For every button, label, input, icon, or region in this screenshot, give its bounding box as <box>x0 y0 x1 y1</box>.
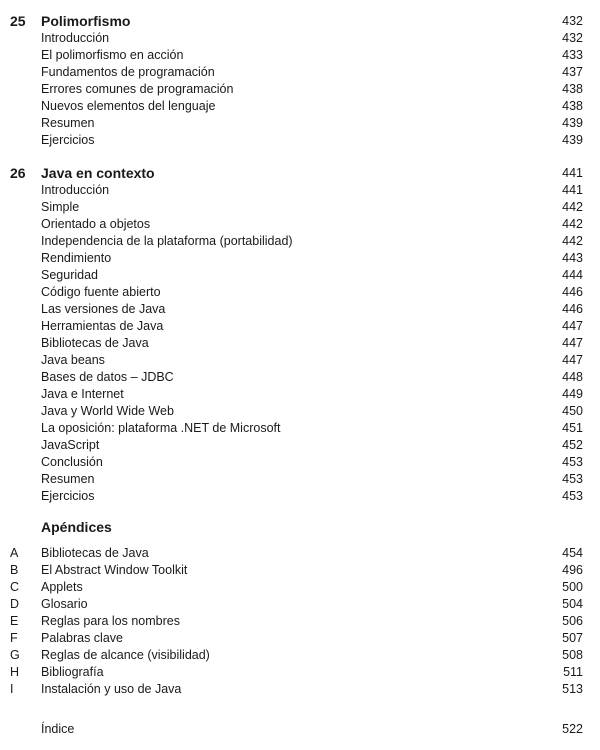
entry-label: Introducción <box>41 183 110 197</box>
appendices-heading <box>0 518 600 537</box>
entry-label: Applets <box>41 580 83 594</box>
appendix-entry <box>0 613 600 630</box>
toc-entry <box>0 199 600 216</box>
toc-entry <box>0 132 600 149</box>
entry-page: 444 <box>562 268 583 282</box>
toc-entry <box>0 30 600 47</box>
chapter-title: Java en contexto <box>41 165 155 181</box>
entry-page: 433 <box>562 48 583 62</box>
toc-entry <box>0 47 600 64</box>
toc-entry <box>0 301 600 318</box>
appendix-entry <box>0 664 600 681</box>
entry-page: 513 <box>562 682 583 696</box>
toc-entry <box>0 284 600 301</box>
entry-label: Instalación y uso de Java <box>41 682 182 696</box>
entry-page: 453 <box>562 455 583 469</box>
entry-label: Bibliotecas de Java <box>41 546 149 560</box>
toc-entry <box>0 437 600 454</box>
entry-label: El polimorfismo en acción <box>41 48 184 62</box>
entry-page: 443 <box>562 251 583 265</box>
index-entry <box>0 721 600 738</box>
entry-page: 450 <box>562 404 583 418</box>
toc-entry <box>0 115 600 132</box>
entry-label: Rendimiento <box>41 251 112 265</box>
entry-page: 451 <box>562 421 583 435</box>
toc-entry <box>0 420 600 437</box>
entry-page: 442 <box>562 234 583 248</box>
entry-label: Resumen <box>41 116 95 130</box>
entry-page: 446 <box>562 302 583 316</box>
entry-page: 500 <box>562 580 583 594</box>
entry-page: 454 <box>562 546 583 560</box>
entry-page: 506 <box>562 614 583 628</box>
appendix-entry <box>0 596 600 613</box>
entry-label: Fundamentos de programación <box>41 65 215 79</box>
entry-page: 447 <box>562 353 583 367</box>
appendix-letter: D <box>10 597 20 611</box>
entry-page: 438 <box>562 99 583 113</box>
appendix-letter: G <box>10 648 20 662</box>
entry-page: 511 <box>563 665 583 679</box>
chapter-title: Polimorfismo <box>41 13 131 29</box>
entry-label: El Abstract Window Toolkit <box>41 563 188 577</box>
appendix-letter: A <box>10 546 19 560</box>
toc-entry <box>0 98 600 115</box>
entry-page: 447 <box>562 336 583 350</box>
entry-page: 439 <box>562 133 583 147</box>
entry-label: Errores comunes de programación <box>41 82 234 96</box>
entry-label: Bibliografía <box>41 665 104 679</box>
toc-entry <box>0 335 600 352</box>
entry-page: 439 <box>562 116 583 130</box>
index-page: 522 <box>562 722 583 736</box>
entry-page: 442 <box>562 200 583 214</box>
entry-label: Reglas de alcance (visibilidad) <box>41 648 210 662</box>
toc-entry <box>0 403 600 420</box>
appendix-entry <box>0 579 600 596</box>
entry-page: 441 <box>562 183 583 197</box>
appendix-entry <box>0 545 600 562</box>
chapter-number: 25 <box>10 13 26 29</box>
entry-page: 496 <box>562 563 583 577</box>
toc-entry <box>0 488 600 505</box>
index-label: Índice <box>41 722 75 736</box>
entry-page: 449 <box>562 387 583 401</box>
entry-page: 508 <box>562 648 583 662</box>
entry-label: Simple <box>41 200 80 214</box>
entry-page: 447 <box>562 319 583 333</box>
appendix-letter: C <box>10 580 20 594</box>
entry-label: Las versiones de Java <box>41 302 166 316</box>
toc-entry <box>0 318 600 335</box>
entry-page: 446 <box>562 285 583 299</box>
entry-label: Orientado a objetos <box>41 217 151 231</box>
toc-entry <box>0 233 600 250</box>
entry-label: Bases de datos – JDBC <box>41 370 174 384</box>
appendices-title: Apéndices <box>41 519 112 535</box>
appendix-letter: E <box>10 614 19 628</box>
chapter-heading <box>0 12 600 31</box>
entry-page: 437 <box>562 65 583 79</box>
toc-entry <box>0 352 600 369</box>
chapter-number: 26 <box>10 165 26 181</box>
entry-page: 432 <box>562 31 583 45</box>
entry-page: 453 <box>562 489 583 503</box>
toc-entry <box>0 216 600 233</box>
entry-page: 442 <box>562 217 583 231</box>
appendix-entry <box>0 647 600 664</box>
entry-label: Nuevos elementos del lenguaje <box>41 99 216 113</box>
entry-label: Resumen <box>41 472 95 486</box>
entry-page: 504 <box>562 597 583 611</box>
chapter-page: 441 <box>562 166 583 180</box>
toc-entry <box>0 64 600 81</box>
appendix-entry <box>0 630 600 647</box>
entry-page: 438 <box>562 82 583 96</box>
appendix-letter: H <box>10 665 20 679</box>
entry-label: Ejercicios <box>41 489 95 503</box>
toc-entry <box>0 454 600 471</box>
chapter-page: 432 <box>562 14 583 28</box>
entry-label: Código fuente abierto <box>41 285 161 299</box>
appendix-letter: B <box>10 563 19 577</box>
appendix-letter: F <box>10 631 18 645</box>
entry-label: Ejercicios <box>41 133 95 147</box>
appendix-entry <box>0 681 600 698</box>
entry-label: Herramientas de Java <box>41 319 164 333</box>
entry-page: 453 <box>562 472 583 486</box>
appendix-letter: I <box>10 682 14 696</box>
entry-label: La oposición: plataforma .NET de Microsoft <box>41 421 281 435</box>
toc-entry <box>0 369 600 386</box>
entry-label: Java e Internet <box>41 387 124 401</box>
entry-page: 452 <box>562 438 583 452</box>
toc-entry <box>0 386 600 403</box>
toc-entry <box>0 471 600 488</box>
entry-label: JavaScript <box>41 438 100 452</box>
toc-entry <box>0 182 600 199</box>
entry-label: Java beans <box>41 353 105 367</box>
entry-label: Bibliotecas de Java <box>41 336 149 350</box>
toc-entry <box>0 250 600 267</box>
toc-entry <box>0 267 600 284</box>
chapter-heading <box>0 164 600 183</box>
entry-page: 507 <box>562 631 583 645</box>
entry-label: Glosario <box>41 597 88 611</box>
appendix-entry <box>0 562 600 579</box>
entry-label: Palabras clave <box>41 631 123 645</box>
entry-label: Reglas para los nombres <box>41 614 180 628</box>
entry-label: Introducción <box>41 31 110 45</box>
entry-label: Seguridad <box>41 268 98 282</box>
entry-label: Conclusión <box>41 455 103 469</box>
entry-page: 448 <box>562 370 583 384</box>
entry-label: Independencia de la plataforma (portabilidad) <box>41 234 293 248</box>
toc-entry <box>0 81 600 98</box>
entry-label: Java y World Wide Web <box>41 404 174 418</box>
